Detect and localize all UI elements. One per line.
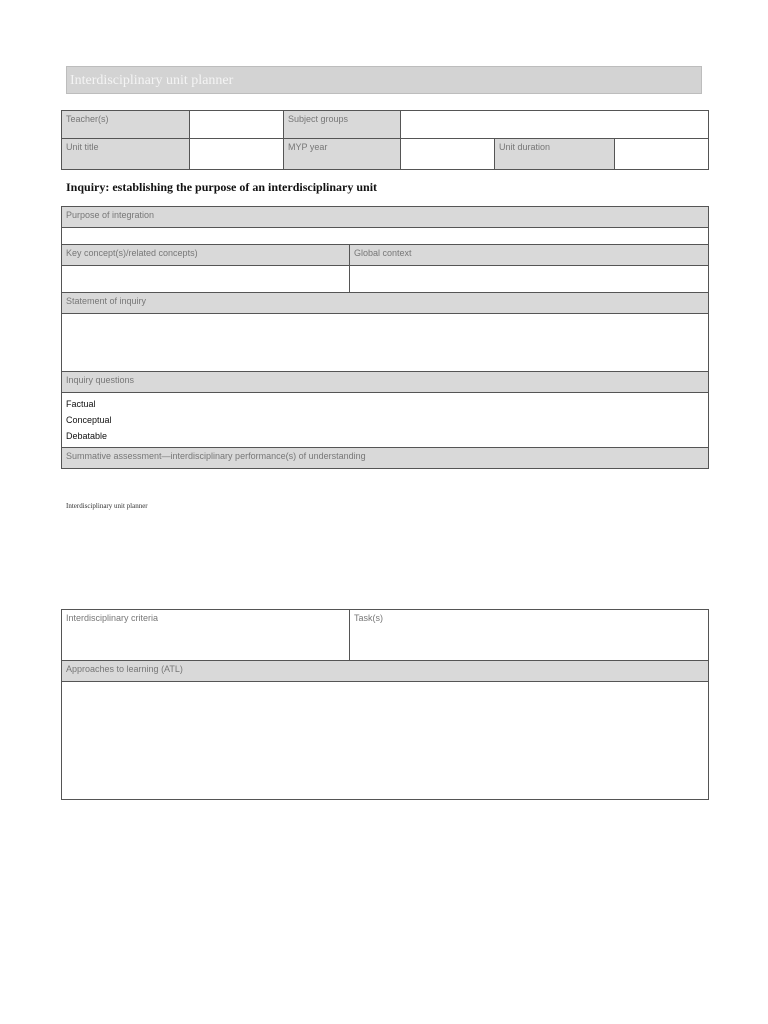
subject-groups-field[interactable] (401, 111, 709, 139)
inquiry-questions-label: Inquiry questions (62, 372, 709, 393)
unit-duration-field[interactable] (615, 139, 709, 170)
statement-label: Statement of inquiry (62, 293, 709, 314)
global-context-field[interactable] (350, 266, 709, 293)
myp-year-label: MYP year (284, 139, 401, 170)
global-context-label: Global context (350, 245, 709, 266)
inquiry-heading: Inquiry: establishing the purpose of an interdisciplinary unit (66, 180, 378, 194)
purpose-label: Purpose of integration (62, 207, 709, 228)
debatable-question-label: Debatable (66, 431, 108, 441)
summative-assessment-label: Summative assessment—interdisciplinary performance(s) of understanding (62, 448, 709, 469)
subject-groups-label: Subject groups (284, 111, 401, 139)
inquiry-questions-field[interactable] (62, 393, 709, 448)
unit-title-field[interactable] (190, 139, 284, 170)
assessment-table (61, 609, 709, 800)
conceptual-question-label: Conceptual (66, 415, 112, 425)
tasks-label: Task(s) (350, 610, 709, 661)
statement-field[interactable] (62, 314, 709, 372)
atl-field[interactable] (62, 682, 709, 800)
factual-question-label: Factual (66, 399, 96, 409)
inquiry-table (61, 206, 709, 469)
unit-duration-label: Unit duration (495, 139, 615, 170)
unit-title-label: Unit title (62, 139, 190, 170)
key-concepts-field[interactable] (62, 266, 350, 293)
myp-year-field[interactable] (401, 139, 495, 170)
teachers-field[interactable] (190, 111, 284, 139)
interdisciplinary-criteria-label: Interdisciplinary criteria (62, 610, 350, 661)
teachers-label: Teacher(s) (62, 111, 190, 139)
key-concepts-label: Key concept(s)/related concepts) (62, 245, 350, 266)
header-table (61, 110, 709, 170)
document-title: Interdisciplinary unit planner (66, 66, 702, 94)
purpose-field[interactable] (62, 228, 709, 245)
atl-label: Approaches to learning (ATL) (62, 661, 709, 682)
page-footer-label: Interdisciplinary unit planner (66, 502, 148, 510)
